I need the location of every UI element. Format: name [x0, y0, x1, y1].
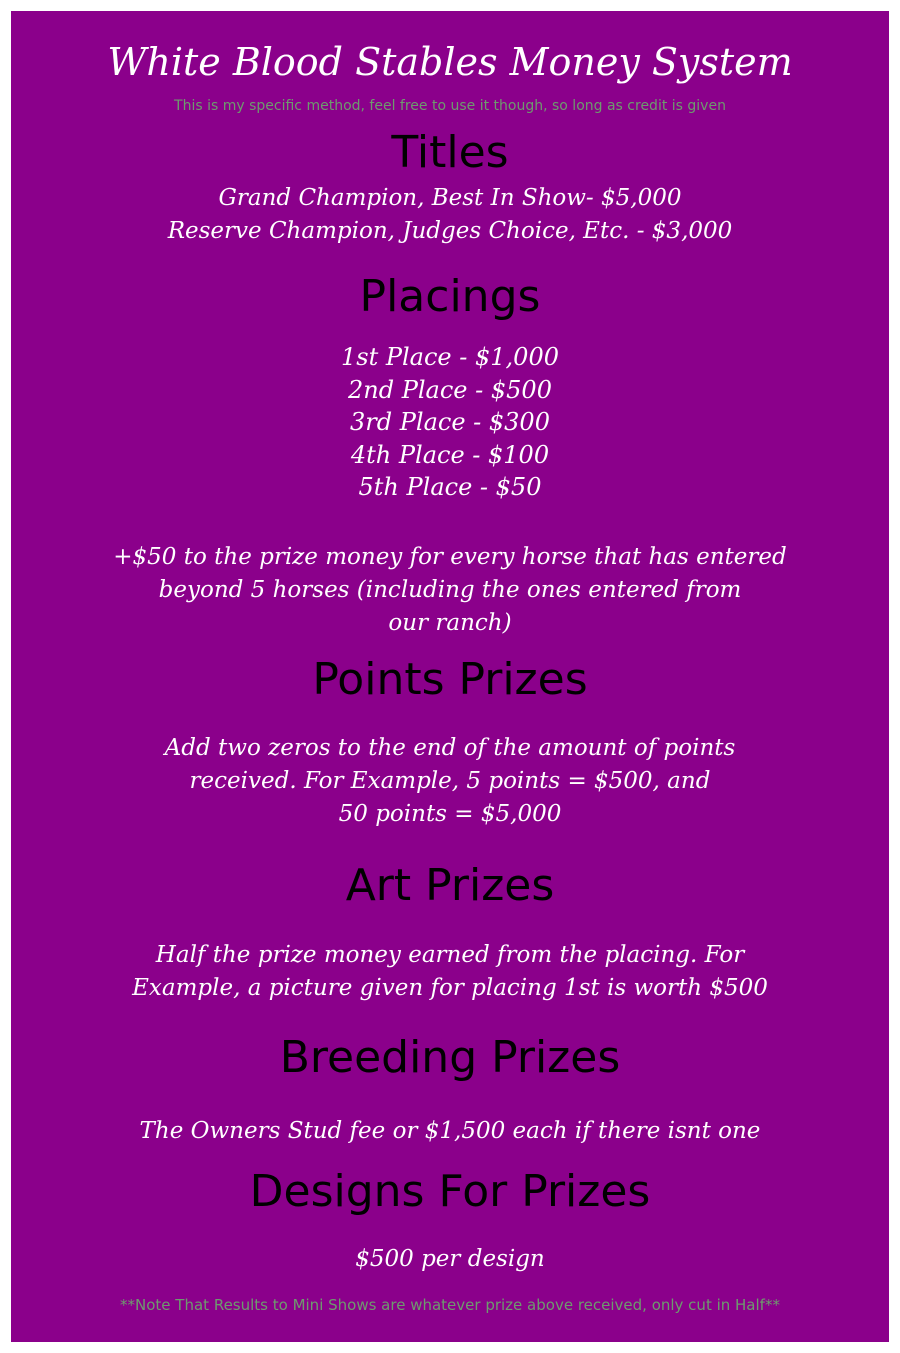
titles-line: Grand Champion, Best In Show- $5,000	[218, 185, 682, 211]
designs-line: $500 per design	[355, 1246, 545, 1272]
titles-line: Reserve Champion, Judges Choice, Etc. - $3,000	[167, 218, 733, 244]
placing-extra-line: our ranch)	[388, 610, 512, 636]
poster	[11, 11, 889, 1342]
placing-line: 1st Place - $1,000	[341, 343, 559, 371]
placing-line: 2nd Place - $500	[348, 376, 552, 404]
points-line: received. For Example, 5 points = $500, and	[189, 768, 711, 794]
breeding-heading: Breeding Prizes	[279, 1032, 621, 1083]
points-line: Add two zeros to the end of the amount of points	[164, 735, 736, 761]
placing-line: 3rd Place - $300	[350, 408, 550, 436]
points-heading: Points Prizes	[312, 654, 588, 705]
art-heading: Art Prizes	[345, 860, 555, 911]
placing-line: 4th Place - $100	[350, 441, 550, 469]
placings-heading: Placings	[359, 271, 541, 322]
placing-extra-line: +$50 to the prize money for every horse that has entered	[113, 544, 787, 570]
page-subtitle: This is my specific method, feel free to use it though, so long as credit is given	[174, 98, 726, 114]
placing-extra-line: beyond 5 horses (including the ones entered from	[158, 577, 742, 603]
art-line: Half the prize money earned from the placing. For	[155, 942, 745, 968]
designs-heading: Designs For Prizes	[249, 1166, 651, 1217]
breeding-line: The Owners Stud fee or $1,500 each if there isnt one	[139, 1118, 761, 1144]
page-title: White Blood Stables Money System	[107, 40, 793, 84]
points-line: 50 points = $5,000	[338, 801, 562, 827]
placing-line: 5th Place - $50	[358, 473, 542, 501]
footer-note: **Note That Results to Mini Shows are whatever prize above received, only cut in Half**	[120, 1296, 780, 1314]
titles-heading: Titles	[391, 127, 509, 178]
art-line: Example, a picture given for placing 1st is worth $500	[132, 975, 768, 1001]
